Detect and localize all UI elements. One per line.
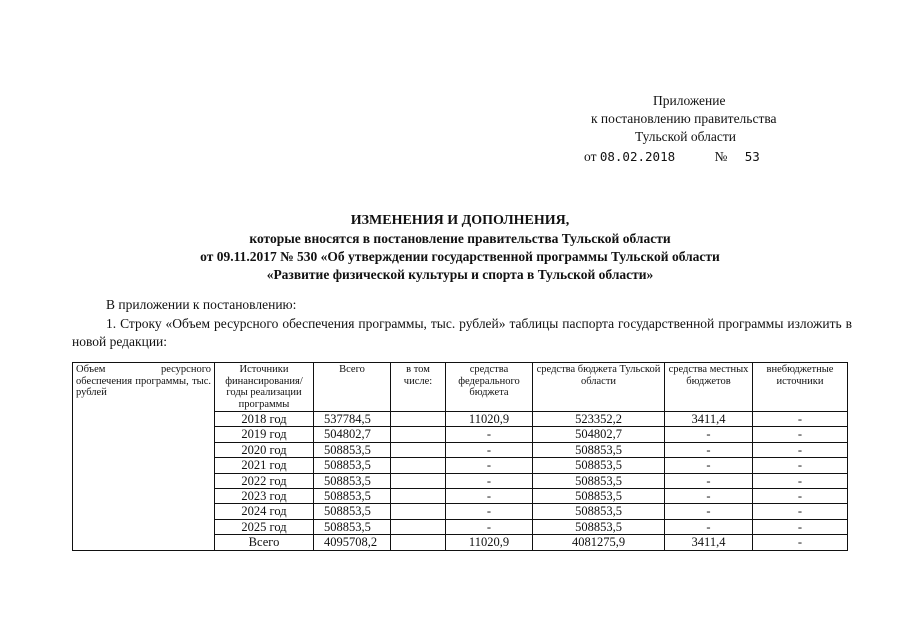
table-cell: 11020,9 — [446, 412, 533, 427]
table-header-cell: средства федерального бюджета — [446, 363, 533, 412]
table-cell — [391, 458, 446, 473]
table-cell: 4095708,2 — [314, 535, 391, 550]
table-cell: 504802,7 — [314, 427, 391, 442]
table-cell: 508853,5 — [314, 473, 391, 488]
table-cell — [391, 412, 446, 427]
table-cell — [391, 519, 446, 534]
row-label-cell: Объем ресурсного обеспечения программы, тыс. рублей — [73, 363, 215, 551]
table-cell: - — [665, 442, 753, 457]
annex-line-2: к постановлению правительства — [591, 111, 777, 126]
table-cell: 2019 год — [215, 427, 314, 442]
table-cell: - — [446, 458, 533, 473]
table-cell: Всего — [215, 535, 314, 550]
annex-number-sign: № — [714, 149, 728, 164]
table-cell: - — [665, 427, 753, 442]
table-cell: 508853,5 — [533, 473, 665, 488]
table-cell — [391, 442, 446, 457]
table-header-cell: внебюджетные источники — [753, 363, 848, 412]
annex-date: 08.02.2018 — [599, 149, 676, 164]
table-cell: - — [446, 427, 533, 442]
table-cell: - — [753, 519, 848, 534]
table-cell: - — [753, 488, 848, 503]
table-cell: 508853,5 — [314, 504, 391, 519]
table-cell: 508853,5 — [314, 442, 391, 457]
heading-line-3: от 09.11.2017 № 530 «Об утверждении государственной программы Тульской области — [200, 249, 720, 264]
table-cell: 523352,2 — [533, 412, 665, 427]
table-cell: - — [753, 427, 848, 442]
table-cell — [391, 488, 446, 503]
table-cell: 508853,5 — [533, 442, 665, 457]
table-cell: 3411,4 — [665, 535, 753, 550]
table-cell: 508853,5 — [533, 519, 665, 534]
table-header-row — [73, 363, 848, 412]
resource-table — [72, 362, 848, 551]
document-heading — [60, 212, 860, 284]
table-cell: - — [753, 412, 848, 427]
table-cell: 508853,5 — [533, 458, 665, 473]
table-cell: 2018 год — [215, 412, 314, 427]
table-cell: 537784,5 — [314, 412, 391, 427]
paragraph-item-1: 1. Строку «Объем ресурсного обеспечения программы, тыс. рублей» таблицы паспорта государственной программы изложить в новой редакции: — [72, 316, 852, 349]
table-header-cell: средства местных бюджетов — [665, 363, 753, 412]
table-cell: 2021 год — [215, 458, 314, 473]
table-cell: 508853,5 — [314, 488, 391, 503]
table-cell — [391, 427, 446, 442]
heading-title: ИЗМЕНЕНИЯ И ДОПОЛНЕНИЯ, — [350, 213, 570, 228]
table-cell: 3411,4 — [665, 412, 753, 427]
table-cell: - — [446, 488, 533, 503]
table-cell: 2022 год — [215, 473, 314, 488]
annex-title: Приложение — [653, 93, 726, 108]
table-cell: - — [665, 504, 753, 519]
table-cell: - — [753, 473, 848, 488]
table-cell: - — [665, 473, 753, 488]
paragraph-intro: В приложении к постановлению: — [106, 297, 297, 312]
table-cell: - — [753, 458, 848, 473]
table-cell: - — [665, 458, 753, 473]
table-cell: - — [446, 519, 533, 534]
annex-line-3: Тульской области — [635, 129, 736, 144]
table-cell: 508853,5 — [314, 519, 391, 534]
table-cell: - — [753, 535, 848, 550]
table-cell: 4081275,9 — [533, 535, 665, 550]
table-cell — [391, 504, 446, 519]
table-cell: - — [446, 442, 533, 457]
table-cell — [391, 535, 446, 550]
table-cell: - — [665, 519, 753, 534]
table-cell: - — [753, 442, 848, 457]
table-cell: - — [446, 504, 533, 519]
table-cell: 11020,9 — [446, 535, 533, 550]
table-cell: 508853,5 — [533, 504, 665, 519]
table-cell: - — [753, 504, 848, 519]
table-cell: 2020 год — [215, 442, 314, 457]
heading-line-4: «Развитие физической культуры и спорта в Тульской области» — [266, 267, 654, 282]
table-cell: 2023 год — [215, 488, 314, 503]
table-header-cell: в том числе: — [391, 363, 446, 412]
table-header-cell: средства бюджета Тульской области — [533, 363, 665, 412]
table-cell: 2025 год — [215, 519, 314, 534]
table-cell — [391, 473, 446, 488]
annex-number: 53 — [744, 149, 760, 164]
annex-date-line — [584, 148, 760, 165]
table-cell: - — [446, 473, 533, 488]
table-header-cell: Источники финансирования/ годы реализации программы — [215, 363, 314, 412]
table-cell: 508853,5 — [314, 458, 391, 473]
heading-line-2: которые вносятся в постановление правительства Тульской области — [249, 231, 671, 246]
table-cell: 2024 год — [215, 504, 314, 519]
table-cell: 504802,7 — [533, 427, 665, 442]
table-cell: 508853,5 — [533, 488, 665, 503]
table-header-cell: Всего — [314, 363, 391, 412]
table-cell: - — [665, 488, 753, 503]
annex-date-prefix: от — [584, 149, 597, 164]
